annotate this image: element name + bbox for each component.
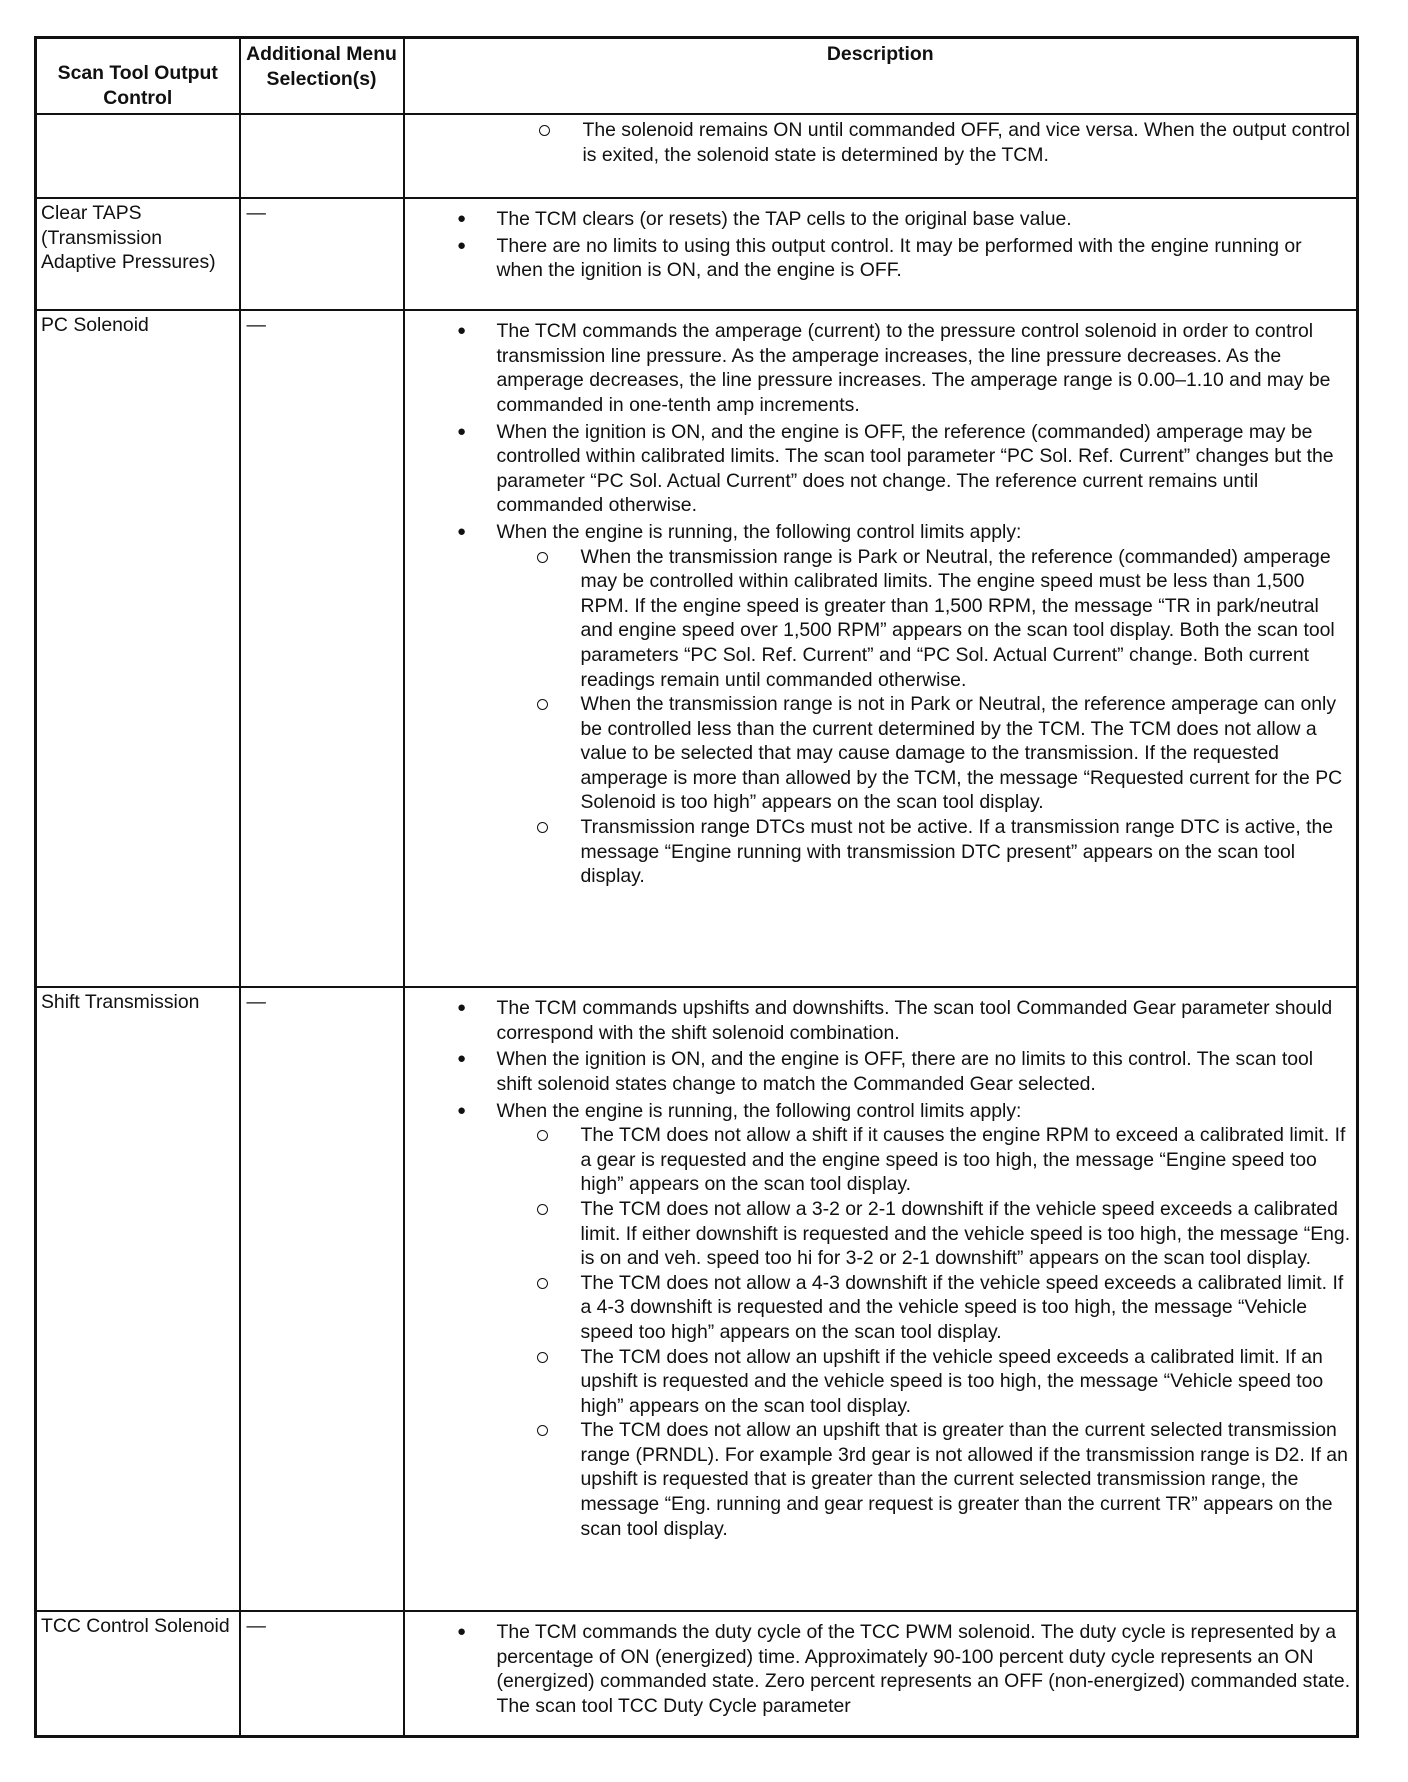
control-cell: TCC Control Solenoid bbox=[36, 1611, 240, 1736]
list-item bbox=[409, 420, 1353, 518]
sub-item bbox=[495, 1418, 1353, 1541]
bullet-icon: ● bbox=[456, 322, 467, 340]
sub-list bbox=[497, 1123, 1353, 1541]
sub-item-text: The TCM does not allow an upshift if the vehicle speed exceeds a calibrated limit. If an upshift is requested and the vehicle speed is too high, the message “Vehicle speed too high” appears on the scan tool display. bbox=[580, 1345, 1324, 1417]
list-item-text: The TCM commands upshifts and downshifts. The scan tool Commanded Gear parameter should correspond with the shift solenoid combination. bbox=[496, 997, 1333, 1044]
bullet-icon: ● bbox=[456, 1101, 467, 1119]
sub-item-text: Transmission range DTCs must not be active. If a transmission range DTC is active, the message “Engine running with transmission DTC present” appears on the scan tool display. bbox=[580, 816, 1334, 888]
sub-item-text: The TCM does not allow a 4-3 downshift if the vehicle speed exceeds a calibrated limit. If a 4-3 downshift is requested and the vehicle speed is too high, the message “Vehicle speed too high” appears on the scan tool display. bbox=[580, 1271, 1344, 1343]
list-item-text: When the ignition is ON, and the engine is OFF, the reference (commanded) amperage may be controlled within calibrated limits. The scan tool parameter “PC Sol. Ref. Current” changes but the parameter “PC Sol. Actual Current” does not change. The reference current remains until commanded otherwise. bbox=[496, 420, 1334, 517]
control-cell: Clear TAPS (Transmission Adaptive Pressures) bbox=[36, 198, 240, 310]
description-cell bbox=[404, 198, 1358, 310]
sub-item-text: When the transmission range is not in Park or Neutral, the reference amperage can only be controlled less than the current determined by the TCM. The TCM does not allow a value to be selected that may cause damage to the transmission. If the requested amperage is more than allowed by the TCM, the message “Requested current for the PC Solenoid is too high” appears on the scan tool display. bbox=[580, 693, 1343, 814]
bullet-icon: ● bbox=[456, 522, 467, 540]
bullet-icon: ● bbox=[456, 210, 467, 228]
description-cell bbox=[404, 1611, 1358, 1736]
bullet-icon: ● bbox=[456, 422, 467, 440]
menu-cell: — bbox=[240, 987, 404, 1611]
list-item-text: The TCM commands the duty cycle of the TCC PWM solenoid. The duty cycle is represented by a percentage of ON (energized) time. Approximately 90-100 percent duty cycle represents an ON (energized) commanded state. Zero percent represents an OFF (non-energized) commanded state. The scan tool TCC Duty Cycle parameter bbox=[496, 1621, 1351, 1717]
sub-item-text: The TCM does not allow a shift if it causes the engine RPM to exceed a calibrated limit. If a gear is requested and the engine speed is too high, the message “Engine speed too high” appears on the scan tool display. bbox=[580, 1124, 1346, 1196]
list-item bbox=[409, 234, 1353, 283]
description-cell bbox=[404, 987, 1358, 1611]
control-cell bbox=[36, 114, 240, 198]
sub-list bbox=[497, 545, 1353, 889]
menu-cell: — bbox=[240, 310, 404, 987]
header-additional-menu-selections: Additional Menu Selection(s) bbox=[240, 38, 404, 115]
menu-cell: — bbox=[240, 198, 404, 310]
hollow-circle-icon bbox=[539, 125, 550, 136]
hollow-circle-icon bbox=[537, 1278, 548, 1289]
hollow-circle-icon bbox=[537, 1352, 548, 1363]
sub-item-text: When the transmission range is Park or Neutral, the reference (commanded) amperage may be controlled within calibrated limits. The engine speed must be less than 1,500 RPM. If the engine speed is greater than 1,500 RPM, the message “TR in park/neutral and engine speed over 1,500 RPM” appears on the scan tool display. Both the scan tool parameters “PC Sol. Ref. Current” and “PC Sol. Actual Current” change. Both current readings remain until commanded otherwise. bbox=[580, 545, 1335, 691]
table-row-tcc-control-solenoid bbox=[36, 1611, 1358, 1736]
header-scan-tool-output-control: Scan Tool Output Control bbox=[36, 38, 240, 115]
sub-item bbox=[409, 118, 1353, 167]
document-page bbox=[34, 36, 1356, 1758]
sub-item bbox=[495, 1123, 1353, 1197]
list-item-text: There are no limits to using this output control. It may be performed with the engine running or when the ignition is ON, and the engine is OFF. bbox=[496, 234, 1302, 282]
list-item bbox=[409, 996, 1353, 1045]
list-item bbox=[409, 520, 1353, 889]
table-row-continuation bbox=[36, 114, 1358, 198]
bullet-icon: ● bbox=[456, 1623, 467, 1641]
list-item-text: When the engine is running, the following control limits apply: bbox=[496, 520, 1022, 543]
list-item bbox=[409, 1620, 1353, 1718]
header-row bbox=[36, 38, 1358, 115]
sub-item-text: The TCM does not allow a 3-2 or 2-1 downshift if the vehicle speed exceeds a calibrated limit. If either downshift is requested and the vehicle speed is too high, the message “Eng. is on and veh. speed too hi for 3-2 or 2-1 downshift” appears on the scan tool display. bbox=[580, 1197, 1351, 1270]
bullet-list bbox=[409, 1620, 1353, 1718]
bullet-list bbox=[409, 319, 1353, 889]
control-cell: PC Solenoid bbox=[36, 310, 240, 987]
description-cell bbox=[404, 310, 1358, 987]
bullet-list bbox=[409, 207, 1353, 283]
sub-item bbox=[495, 1197, 1353, 1271]
list-item-text: When the ignition is ON, and the engine is OFF, there are no limits to this control. The scan tool shift solenoid states change to match the Commanded Gear selected. bbox=[496, 1048, 1314, 1095]
description-cell bbox=[404, 114, 1358, 198]
table-row-pc-solenoid bbox=[36, 310, 1358, 987]
hollow-circle-icon bbox=[537, 1130, 548, 1141]
list-item-text: The TCM clears (or resets) the TAP cells to the original base value. bbox=[496, 208, 1072, 231]
list-item bbox=[409, 207, 1353, 232]
menu-cell bbox=[240, 114, 404, 198]
sub-item bbox=[495, 692, 1353, 815]
bullet-icon: ● bbox=[456, 236, 467, 254]
sub-item bbox=[495, 815, 1353, 889]
menu-cell: — bbox=[240, 1611, 404, 1736]
bullet-icon: ● bbox=[456, 1050, 467, 1068]
hollow-circle-icon bbox=[537, 822, 548, 833]
hollow-circle-icon bbox=[537, 699, 548, 710]
output-control-table bbox=[34, 36, 1359, 1738]
sub-item-text: The TCM does not allow an upshift that is greater than the current selected transmission range (PRNDL). For example 3rd gear is not allowed if the transmission range is D2. If an upshift is requested that is greater than the current selected transmission range, the message “Eng. running and gear request is greater than the current TR” appears on the scan tool display. bbox=[580, 1419, 1348, 1540]
hollow-circle-icon bbox=[537, 1204, 548, 1215]
sub-item bbox=[495, 1345, 1353, 1419]
list-item bbox=[409, 319, 1353, 417]
list-item bbox=[409, 1047, 1353, 1096]
sub-item bbox=[495, 1271, 1353, 1345]
hollow-circle-icon bbox=[537, 1425, 548, 1436]
table-row-clear-taps bbox=[36, 198, 1358, 310]
list-item-text: The TCM commands the amperage (current) to the pressure control solenoid in order to control transmission line pressure. As the amperage increases, the line pressure decreases. As the amperage decreases, the line pressure increases. The amperage range is 0.00–1.10 and may be commanded in one-tenth amp increments. bbox=[496, 320, 1331, 416]
list-item-text: When the engine is running, the following control limits apply: bbox=[496, 1099, 1022, 1122]
control-cell: Shift Transmission bbox=[36, 987, 240, 1611]
hollow-circle-icon bbox=[537, 552, 548, 563]
sub-item bbox=[495, 545, 1353, 693]
bullet-list bbox=[409, 996, 1353, 1541]
list-item bbox=[409, 1099, 1353, 1542]
header-description: Description bbox=[404, 38, 1358, 115]
sub-item-text: The solenoid remains ON until commanded OFF, and vice versa. When the output control is exited, the solenoid state is determined by the TCM. bbox=[582, 119, 1350, 166]
table-row-shift-transmission bbox=[36, 987, 1358, 1611]
bullet-icon: ● bbox=[456, 999, 467, 1017]
